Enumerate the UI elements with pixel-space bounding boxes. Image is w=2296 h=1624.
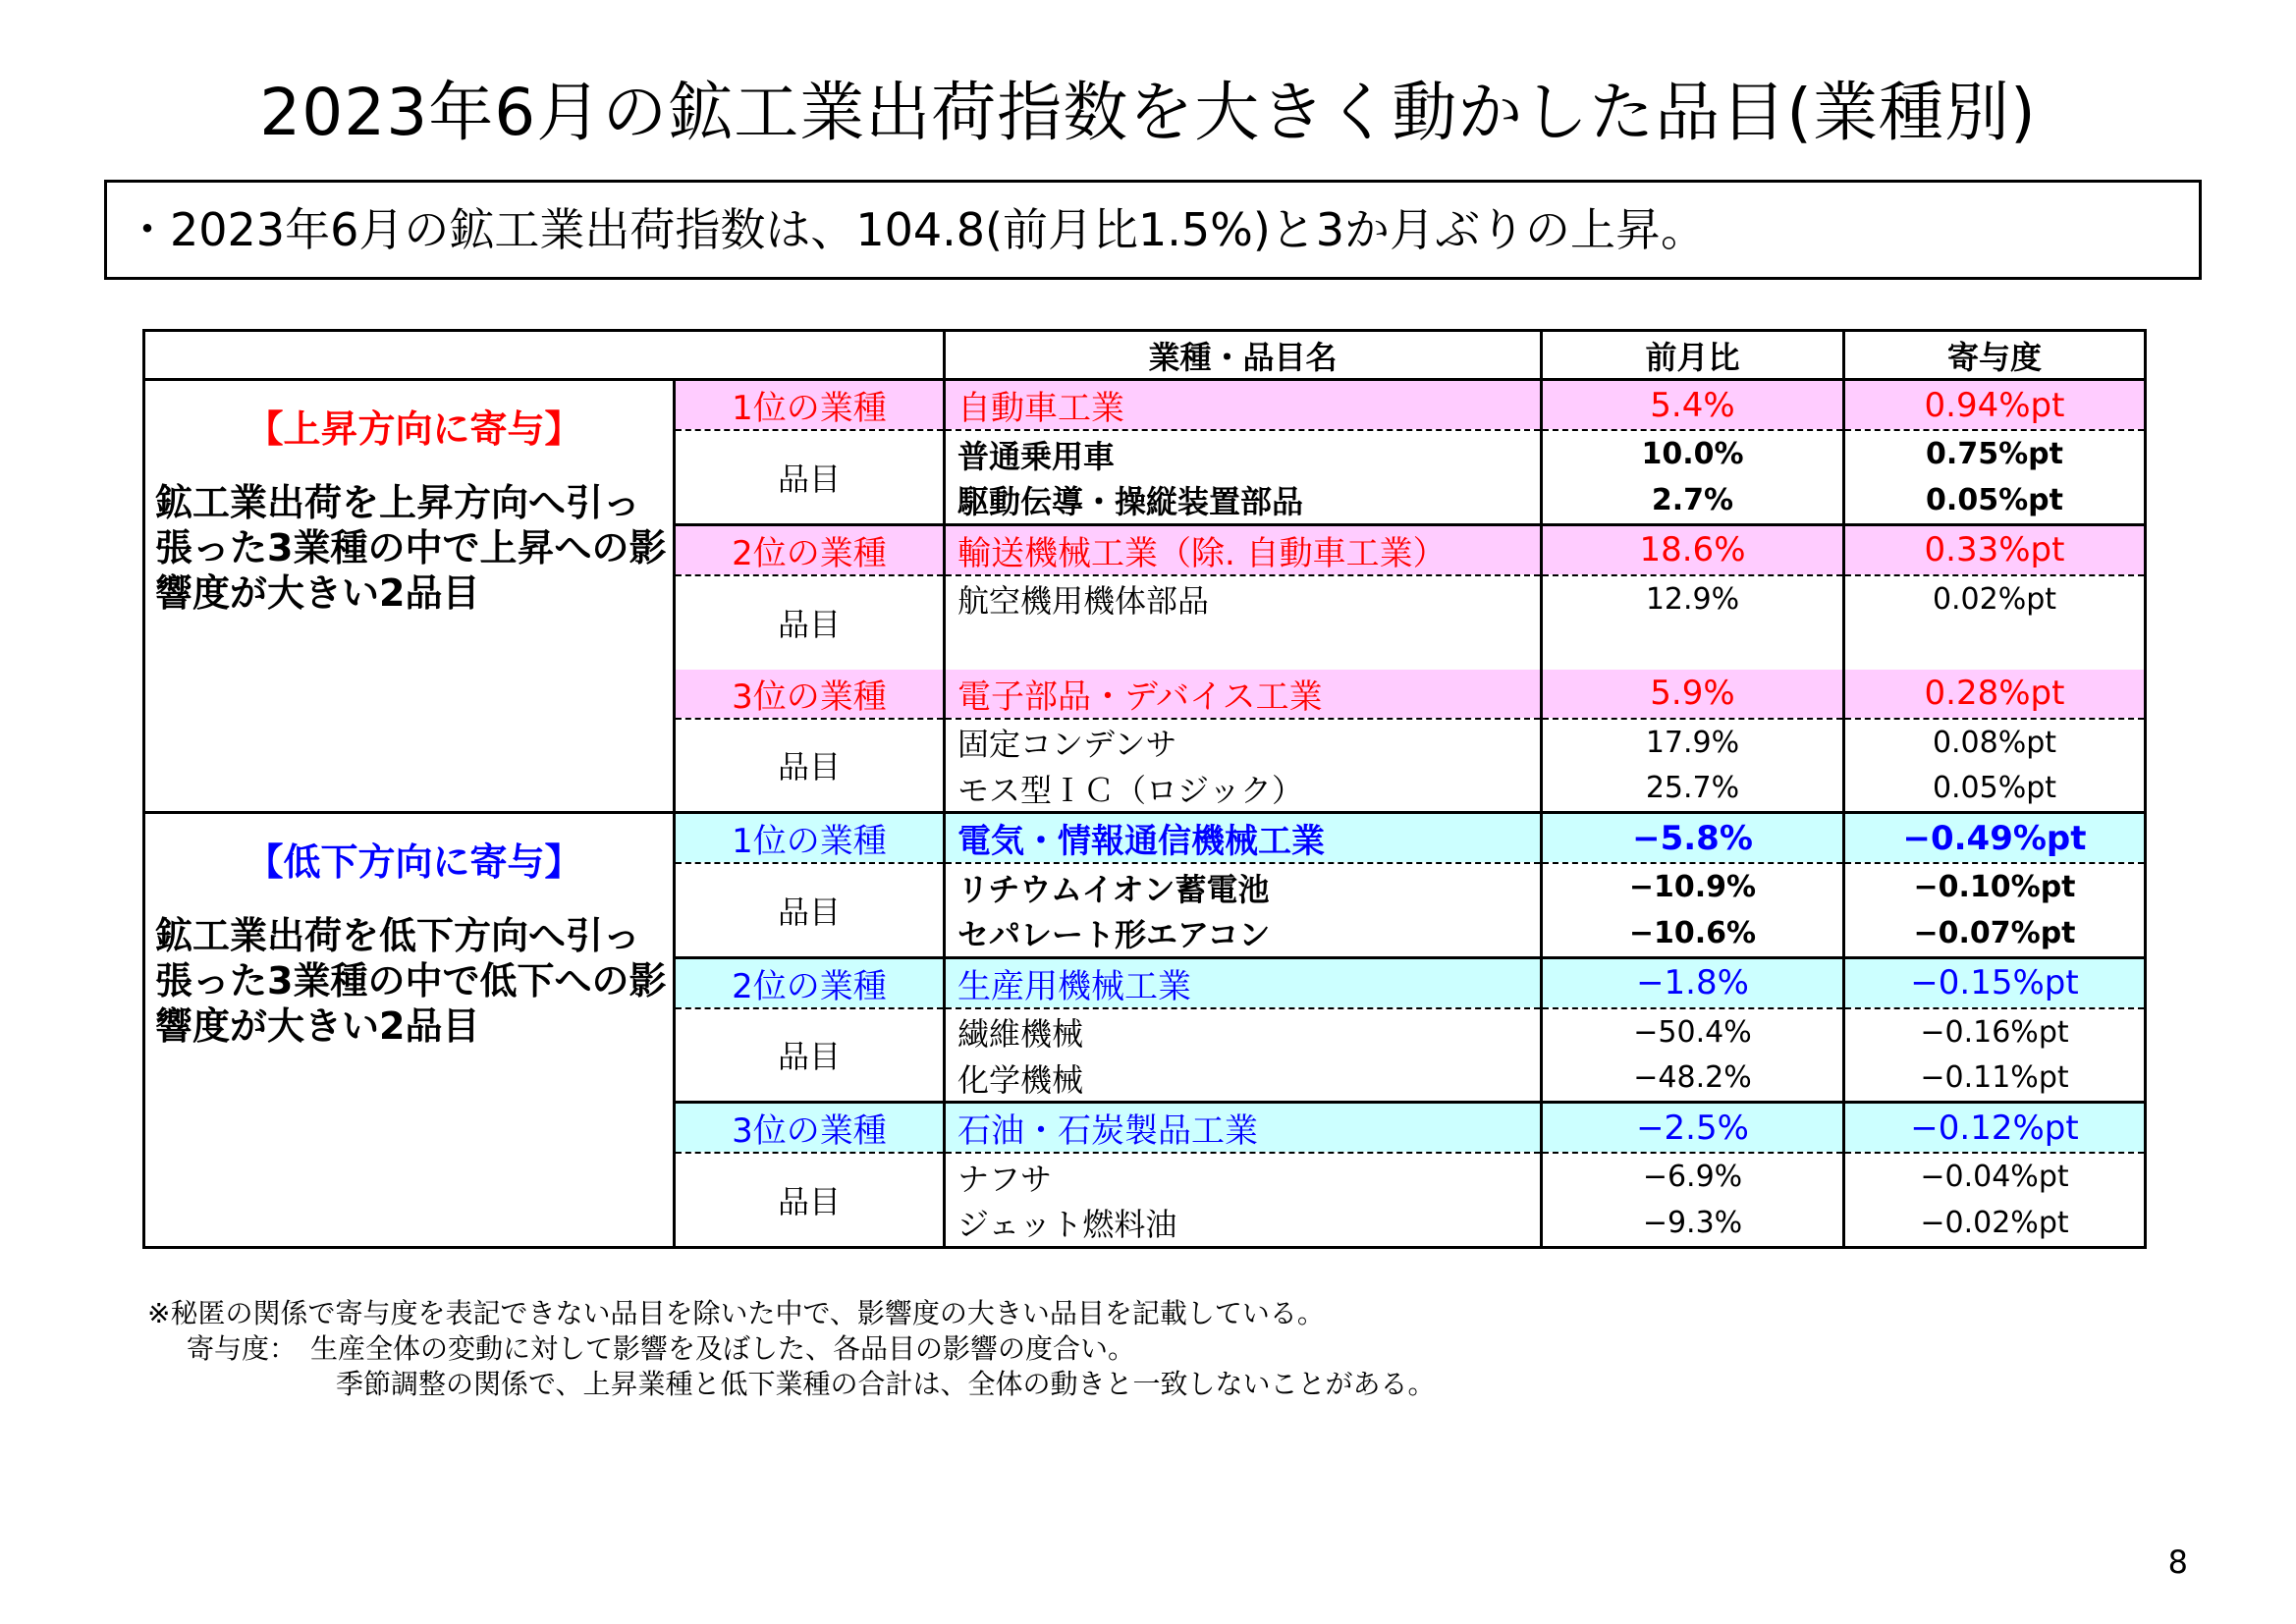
industry-contrib: −0.15%pt (1844, 957, 2146, 1008)
item-name: リチウムイオン蓄電池 (945, 863, 1542, 910)
footnotes (147, 1296, 1435, 1402)
industry-rank: 3位の業種 (675, 1103, 945, 1154)
industry-mom: 5.9% (1542, 670, 1844, 719)
header-name: 業種・品目名 (945, 331, 1542, 380)
industry-contrib: −0.12%pt (1844, 1103, 2146, 1154)
item-contrib: −0.02%pt (1844, 1200, 2146, 1247)
up-section-title: 【上昇方向に寄与】 (246, 407, 582, 451)
industry-contrib: 0.33%pt (1844, 524, 2146, 575)
industry-name: 電子部品・デバイス工業 (945, 670, 1542, 719)
item-contrib: 0.05%pt (1844, 477, 2146, 524)
industry-mom: −1.8% (1542, 957, 1844, 1008)
industry-name: 電気・情報通信機械工業 (945, 813, 1542, 864)
industry-mom: 18.6% (1542, 524, 1844, 575)
table-header-row (144, 331, 2146, 380)
down-section-title: 【低下方向に寄与】 (246, 840, 582, 884)
item-mom: −50.4% (1542, 1008, 1844, 1056)
industry-contrib: 0.28%pt (1844, 670, 2146, 719)
item-name: モス型ＩＣ（ロジック） (945, 766, 1542, 813)
industry-contrib: −0.49%pt (1844, 813, 2146, 864)
header-mom: 前月比 (1542, 331, 1844, 380)
down-section-desc: 鉱工業出荷を低下方向へ引っ張った3業種の中で低下への影響度が大きい2品目 (155, 914, 667, 1048)
industry-rank: 2位の業種 (675, 957, 945, 1008)
summary-box: ・2023年6月の鉱工業出荷指数は、104.8(前月比1.5%)と3か月ぶりの上昇。 (104, 180, 2202, 280)
item-contrib: −0.07%pt (1844, 910, 2146, 957)
item-label: 品目 (675, 430, 945, 524)
item-label: 品目 (675, 863, 945, 957)
industry-name: 自動車工業 (945, 380, 1542, 431)
item-mom: −9.3% (1542, 1200, 1844, 1247)
item-contrib: 0.08%pt (1844, 719, 2146, 766)
item-name: セパレート形エアコン (945, 910, 1542, 957)
item-name: ナフサ (945, 1153, 1542, 1200)
item-name: 化学機械 (945, 1056, 1542, 1103)
industry-rank: 1位の業種 (675, 380, 945, 431)
item-label: 品目 (675, 1153, 945, 1247)
item-mom: 10.0% (1542, 430, 1844, 477)
industry-contrib: 0.94%pt (1844, 380, 2146, 431)
empty-cell (1542, 623, 1844, 670)
industry-name: 生産用機械工業 (945, 957, 1542, 1008)
industry-name: 石油・石炭製品工業 (945, 1103, 1542, 1154)
industry-row (144, 380, 2146, 431)
item-contrib: 0.02%pt (1844, 575, 2146, 623)
item-mom: 17.9% (1542, 719, 1844, 766)
item-mom: −6.9% (1542, 1153, 1844, 1200)
item-name: 普通乗用車 (945, 430, 1542, 477)
item-contrib: −0.16%pt (1844, 1008, 2146, 1056)
industry-mom: −2.5% (1542, 1103, 1844, 1154)
item-mom: −48.2% (1542, 1056, 1844, 1103)
item-mom: 2.7% (1542, 477, 1844, 524)
empty-cell (945, 623, 1542, 670)
footnote-line: 季節調整の関係で、上昇業種と低下業種の合計は、全体の動きと一致しないことがある。 (336, 1368, 1436, 1400)
item-label: 品目 (675, 575, 945, 670)
header-contrib: 寄与度 (1844, 331, 2146, 380)
industry-rank: 1位の業種 (675, 813, 945, 864)
item-name: 繊維機械 (945, 1008, 1542, 1056)
industry-rank: 2位の業種 (675, 524, 945, 575)
item-label: 品目 (675, 719, 945, 813)
item-name: 固定コンデンサ (945, 719, 1542, 766)
industry-rank: 3位の業種 (675, 670, 945, 719)
footnote-line: ※秘匿の関係で寄与度を表記できない品目を除いた中で、影響度の大きい品目を記載している。 (147, 1297, 1325, 1329)
industry-mom: −5.8% (1542, 813, 1844, 864)
item-mom: 25.7% (1542, 766, 1844, 813)
item-contrib: −0.04%pt (1844, 1153, 2146, 1200)
up-section-label (144, 380, 675, 813)
item-contrib: 0.05%pt (1844, 766, 2146, 813)
industry-row (144, 813, 2146, 864)
item-name: 駆動伝導・操縦装置部品 (945, 477, 1542, 524)
empty-cell (1844, 623, 2146, 670)
item-name: 航空機用機体部品 (945, 575, 1542, 623)
header-blank (144, 331, 945, 380)
footnote-line: 寄与度： 生産全体の変動に対して影響を及ぼした、各品目の影響の度合い。 (187, 1332, 1136, 1365)
item-name: ジェット燃料油 (945, 1200, 1542, 1247)
item-contrib: −0.10%pt (1844, 863, 2146, 910)
item-label: 品目 (675, 1008, 945, 1103)
up-section-desc: 鉱工業出荷を上昇方向へ引っ張った3業種の中で上昇への影響度が大きい2品目 (155, 481, 667, 615)
item-mom: 12.9% (1542, 575, 1844, 623)
industry-name: 輸送機械工業（除. 自動車工業） (945, 524, 1542, 575)
item-contrib: 0.75%pt (1844, 430, 2146, 477)
down-section-label (144, 813, 675, 1248)
contribution-table (142, 329, 2147, 1249)
page-number: 8 (2167, 1543, 2188, 1581)
page-title: 2023年6月の鉱工業出荷指数を大きく動かした品目(業種別) (259, 75, 2037, 150)
item-contrib: −0.11%pt (1844, 1056, 2146, 1103)
item-mom: −10.6% (1542, 910, 1844, 957)
item-mom: −10.9% (1542, 863, 1844, 910)
industry-mom: 5.4% (1542, 380, 1844, 431)
